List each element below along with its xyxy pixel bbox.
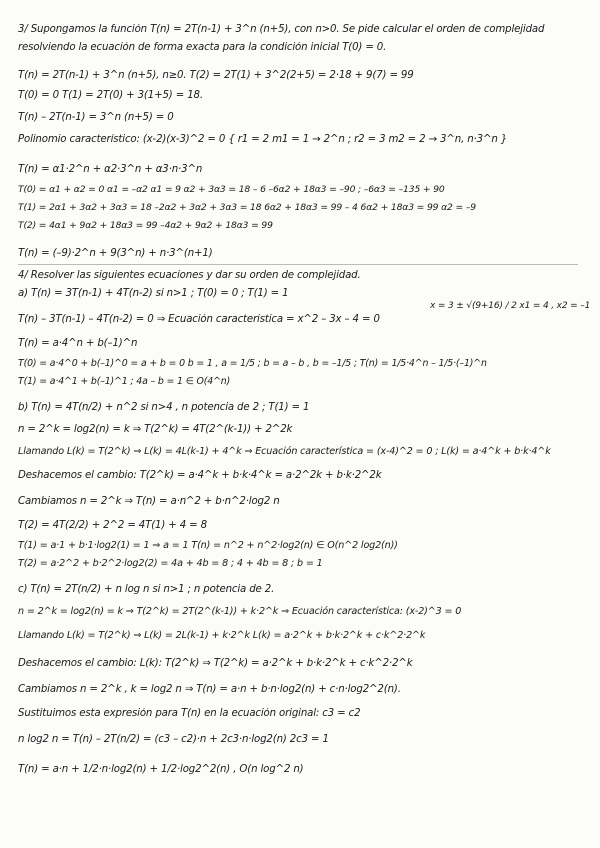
p4a-t0: T(0) = a·4^0 + b(–1)^0 = a + b = 0 b = 1 , a = 1/5 ; b = a – b , b = –1/5 ; T(n) = 1/5·4^n – 1/5·(–1)^n	[18, 358, 487, 369]
p4b-statement: b) T(n) = 4T(n/2) + n^2 si n>4 , n potencia de 2 ; T(1) = 1	[18, 402, 310, 413]
p4c-orig: Sustituimos esta expresión para T(n) en la ecuación original: c3 = c2	[18, 708, 361, 719]
divider	[18, 264, 578, 265]
p4a-t1: T(1) = a·4^1 + b(–1)^1 ; 4a – b = 1 ∈ O(4^n)	[18, 376, 231, 387]
p4b-t1: T(1) = a·1 + b·1·log2(1) = 1 ⇒ a = 1 T(n) = n^2 + n^2·log2(n) ∈ O(n^2 log2(n))	[18, 540, 398, 551]
p4c-statement: c) T(n) = 2T(n/2) + n log n si n>1 ; n potencia de 2.	[18, 584, 275, 595]
p3-sys-1: T(0) = α1 + α2 = 0 α1 = –α2 α1 = 9 α2 + 3α3 = 18 – 6 –6α2 + 18α3 = –90 ; –6α3 = –135 + 90	[18, 184, 445, 195]
p4b-change: n = 2^k = log2(n) = k ⇒ T(2^k) = 4T(2^(k-1)) + 2^2k	[18, 424, 293, 435]
p4a-roots: x = 3 ± √(9+16) / 2 x1 = 4 , x2 = –1	[430, 301, 590, 311]
p3-solution: T(n) = (–9)·2^n + 9(3^n) + n·3^(n+1)	[18, 248, 213, 259]
p4c-relation: n log2 n = T(n) – 2T(n/2) = (c3 – c2)·n + 2c3·n·log2(n) 2c3 = 1	[18, 734, 329, 745]
p4a-general: T(n) = a·4^n + b(–1)^n	[18, 338, 138, 349]
p4a-statement: a) T(n) = 3T(n-1) + 4T(n-2) si n>1 ; T(0) = 0 ; T(1) = 1	[18, 288, 289, 299]
p4-title: 4/ Resolver las siguientes ecuaciones y dar su orden de complejidad.	[18, 270, 361, 281]
p4c-solution: T(n) = a·n + 1/2·n·log2(n) + 1/2·log2^2(n) , O(n log^2 n)	[18, 764, 304, 775]
p3-general: T(n) = α1·2^n + α2·3^n + α3·n·3^n	[18, 164, 203, 175]
p4b-t2b: T(2) = a·2^2 + b·2^2·log2(2) = 4a + 4b = 8 ; 4 + 4b = 8 ; b = 1	[18, 558, 323, 569]
p3-charpoly: Polinomio característico: (x-2)(x-3)^2 = 0 { r1 = 2 m1 = 1 → 2^n ; r2 = 3 m2 = 2 → 3^n, n·3^n }	[18, 134, 508, 145]
p3-statement-cont: resolviendo la ecuación de forma exacta para la condición inicial T(0) = 0.	[18, 42, 387, 53]
p3-sys-3: T(2) = 4α1 + 9α2 + 18α3 = 99 –4α2 + 9α2 + 18α3 = 99	[18, 220, 273, 231]
p4b-char: Llamando L(k) = T(2^k) ⇒ L(k) = 4L(k-1) + 4^k ⇒ Ecuación característica = (x-4)^2 = 0 ; L(k) = a·4^k + b·k·4^k	[18, 446, 551, 457]
p3-sys-2: T(1) = 2α1 + 3α2 + 3α3 = 18 –2α2 + 3α2 + 3α3 = 18 6α2 + 18α3 = 99 – 4 6α2 + 18α3 = 99 α2 = –9	[18, 202, 476, 213]
p3-statement: 3/ Supongamos la función T(n) = 2T(n-1) + 3^n (n+5), con n>0. Se pide calcular el orden de complejidad	[18, 24, 545, 35]
p4c-subst: Cambiamos n = 2^k , k = log2 n ⇒ T(n) = a·n + b·n·log2(n) + c·n·log2^2(n).	[18, 684, 401, 695]
p4c-change: n = 2^k = log2(n) = k ⇒ T(2^k) = 2T(2^(k-1)) + k·2^k ⇒ Ecuación característica: (x-2)^3 = 0	[18, 606, 462, 617]
p4b-subst: Cambiamos n = 2^k ⇒ T(n) = a·n^2 + b·n^2·log2 n	[18, 496, 280, 507]
p3-initial: T(0) = 0 T(1) = 2T(0) + 3(1+5) = 18.	[18, 90, 203, 101]
p3-recurrence: T(n) = 2T(n-1) + 3^n (n+5), n≥0. T(2) = 2T(1) + 3^2(2+5) = 2·18 + 9(7) = 99	[18, 70, 414, 81]
p4c-undo: Deshacemos el cambio: L(k): T(2^k) ⇒ T(2^k) = a·2^k + b·k·2^k + c·k^2·2^k	[18, 658, 413, 669]
p4b-t2: T(2) = 4T(2/2) + 2^2 = 4T(1) + 4 = 8	[18, 520, 207, 531]
p3-homog: T(n) – 2T(n-1) = 3^n (n+5) = 0	[18, 112, 174, 123]
p4b-undo: Deshacemos el cambio: T(2^k) = a·4^k + b·k·4^k = a·2^2k + b·k·2^2k	[18, 470, 382, 481]
p4a-homog: T(n) – 3T(n-1) – 4T(n-2) = 0 ⇒ Ecuación característica = x^2 – 3x – 4 = 0	[18, 314, 380, 325]
p4c-call: Llamando L(k) = T(2^k) ⇒ L(k) = 2L(k-1) + k·2^k L(k) = a·2^k + b·k·2^k + c·k^2·2^k	[18, 630, 426, 641]
